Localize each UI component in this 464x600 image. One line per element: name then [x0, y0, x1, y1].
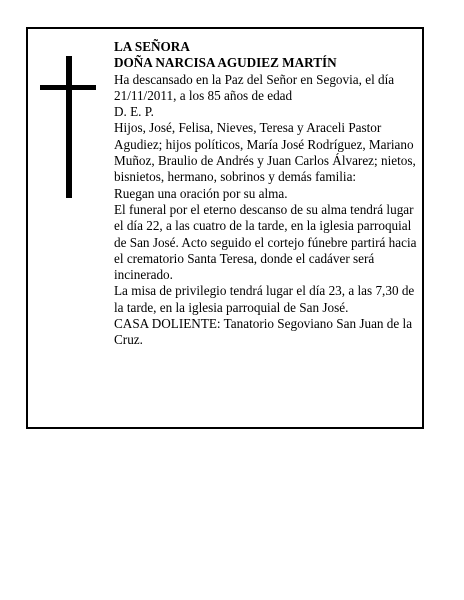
prayer-request: Ruegan una oración por su alma.	[114, 185, 288, 201]
rip-line: D. E. P.	[114, 104, 154, 120]
obituary-text	[114, 39, 422, 349]
cross-icon	[40, 56, 96, 198]
mourning-house: CASA DOLIENTE: Tanatorio Segoviano San Juan de la Cruz.	[114, 316, 413, 348]
family-list: Hijos, José, Felisa, Nieves, Teresa y Araceli Pastor Agudiez; hijos políticos, María José Rodríguez, Mariano Muñoz, Braulio de Andrés y Juan Carlos Álvarez; nietos, bisnietos, hermano, sobrinos y demás familia:	[114, 120, 416, 185]
cross-vertical-bar	[66, 56, 72, 198]
passing-statement: Ha descansado en la Paz del Señor en Segovia, el día 21/11/2011, a los 85 años de edad	[114, 71, 395, 103]
deceased-name: DOÑA NARCISA AGUDIEZ MARTÍN	[114, 55, 337, 71]
mass-details: La misa de privilegio tendrá lugar el día 23, a las 7,30 de la tarde, en la iglesia parroquial de San José.	[114, 283, 415, 315]
notice-heading: LA SEÑORA	[114, 39, 190, 54]
funeral-details: El funeral por el eterno descanso de su alma tendrá lugar el día 22, a las cuatro de la tarde, en la iglesia parroquial de San José. Acto seguido el cortejo fúnebre partirá hacia el crematorio Santa Teresa, donde el cadáver será incinerado.	[114, 201, 417, 283]
obituary-notice	[26, 27, 424, 429]
cross-horizontal-bar	[40, 85, 96, 90]
